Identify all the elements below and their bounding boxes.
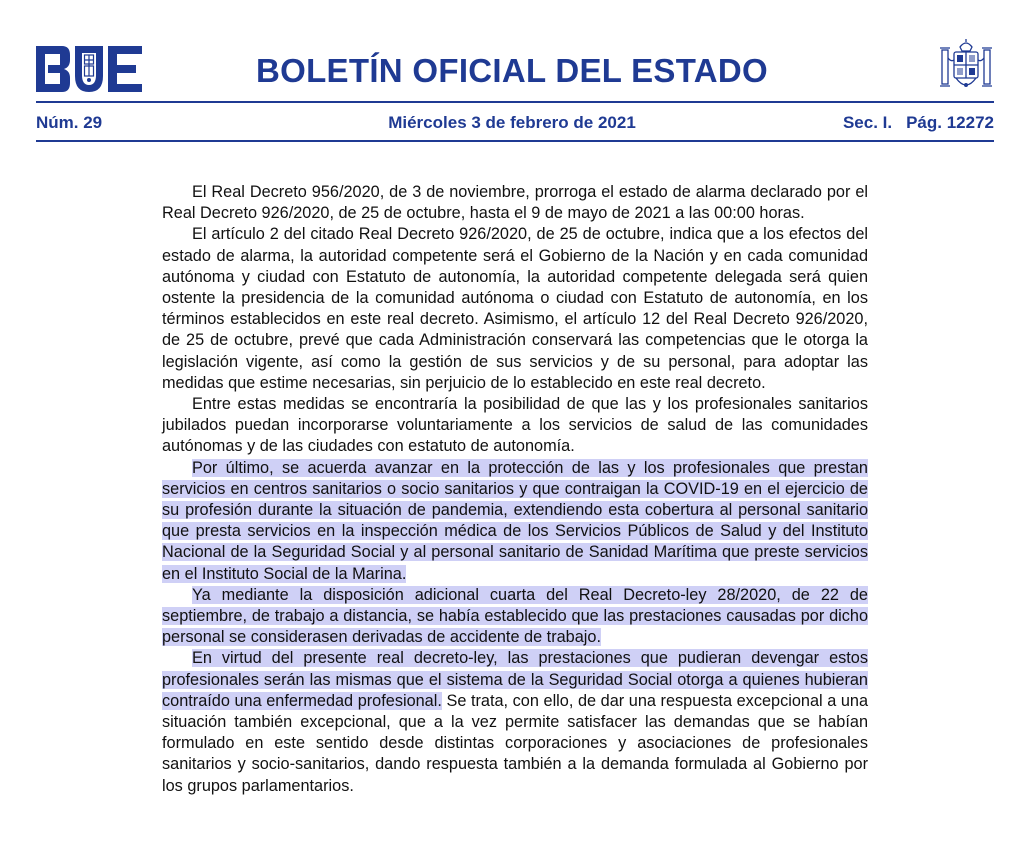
paragraph	[162, 585, 868, 649]
paragraph	[162, 458, 868, 585]
paragraph	[162, 648, 868, 796]
coat-of-arms-icon	[938, 38, 994, 96]
paragraph-text: Entre estas medidas se encontraría la posibilidad de que las y los profesionales sanitarios jubilados puedan incorporarse voluntariamente a los servicios de salud de las comunidades autónomas y de las ciudades con estatuto de autonomía.	[162, 395, 868, 456]
issue-number: Núm. 29	[36, 113, 103, 132]
paragraph-text: El artículo 2 del citado Real Decreto 926/2020, de 25 de octubre, indica que a los efectos del estado de alarma, la autoridad competente será el Gobierno de la Nación y en cada comunidad autónoma y ciudad con Estatuto de autonomía, la autoridad competente delegada será quien ostente la presidencia de la comunidad autónoma o ciudad con Estatuto de autonomía, en los términos establecidos en este real decreto. Asimismo, el artículo 12 del Real Decreto 926/2020, de 25 de octubre, prevé que cada Administración conservará las competencias que le otorga la legislación vigente, así como la gestión de sus servicios y de su personal, para adoptar las medidas que estime necesarias, sin perjuicio de lo establecido en este real decreto.	[162, 225, 868, 392]
paragraph	[162, 182, 868, 224]
header-rule-top	[36, 101, 994, 103]
section-page	[843, 113, 994, 133]
page-number: Pág. 12272	[906, 113, 994, 132]
paragraph	[162, 224, 868, 394]
highlighted-text: Por último, se acuerda avanzar en la protección de las y los profesionales que prestan servicios en centros sanitarios o socio sanitarios y que contraigan la COVID-19 en el ejercicio de su profesión durante la situación de pandemia, extendiendo esta cobertura al personal sanitario que presta servicios en la inspección médica de los Servicios Públicos de Salud y del Instituto Nacional de la Seguridad Social y al personal sanitario de Sanidad Marítima que preste servicios en el Instituto Social de la Marina.	[162, 458, 868, 583]
highlighted-text: Ya mediante la disposición adicional cuarta del Real Decreto-ley 28/2020, de 22 de septiembre, de trabajo a distancia, se había establecido que las prestaciones causadas por dicho personal se considerasen derivadas de accidente de trabajo.	[162, 585, 868, 647]
header-rule-bottom	[36, 140, 994, 142]
paragraph-text: El Real Decreto 956/2020, de 3 de noviembre, prorroga el estado de alarma declarado por el Real Decreto 926/2020, de 25 de octubre, hasta el 9 de mayo de 2021 a las 00:00 horas.	[162, 183, 868, 223]
issue-date: Miércoles 3 de febrero de 2021	[388, 113, 636, 132]
paragraph-text: Se trata, con ello, de dar una respuesta excepcional a una situación también excepcional, que a la vez permite satisfacer las demandas que se habían formulado en este sentido desde distintas corporaciones y asociaciones de profesionales sanitarios y socio-sanitarios, dando respuesta también a la demanda formulada al Gobierno por los grupos parlamentarios.	[162, 691, 869, 795]
highlighted-text: En virtud del presente real decreto-ley, las prestaciones que pudieran devengar estos profesionales serán las mismas que el sistema de la Seguridad Social otorga a quienes hubieran contraído una enfermedad profesional.	[162, 649, 868, 710]
section-label: Sec. I.	[842, 113, 893, 132]
page-title: BOLETÍN OFICIAL DEL ESTADO	[256, 52, 768, 89]
document-body	[162, 182, 868, 797]
paragraph	[162, 394, 868, 458]
